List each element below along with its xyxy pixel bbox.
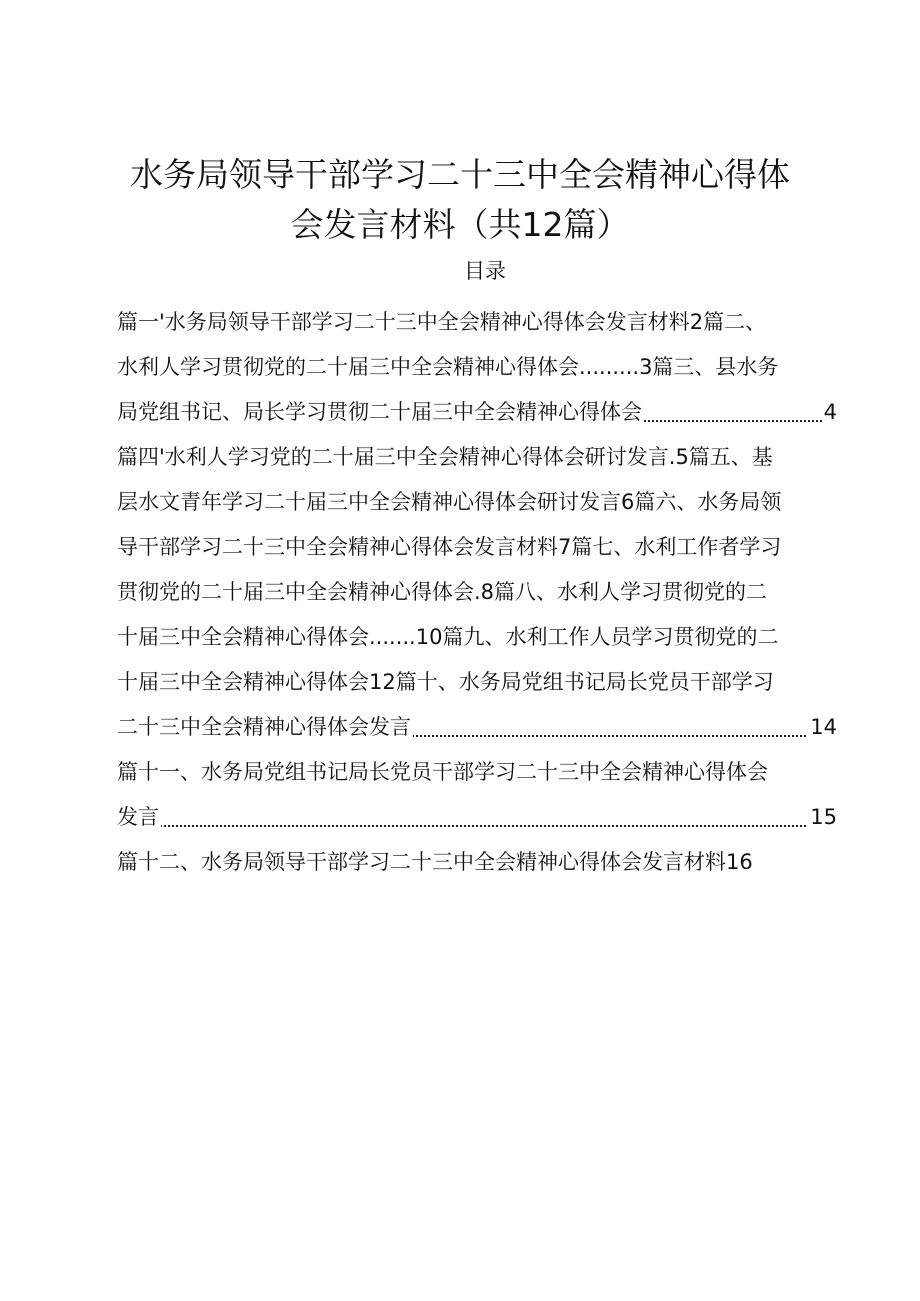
toc-line-text: 十届三中全会精神心得体会.......10篇九、水利工作人员学习贯彻党的二 bbox=[117, 625, 779, 649]
toc-line-text: 局党组书记、局长学习贯彻二十届三中全会精神心得体会 bbox=[117, 400, 642, 424]
title-line-2: 会发言材料（共12篇） bbox=[290, 205, 630, 245]
title-line-1: 水务局领导干部学习二十三中全会精神心得体 bbox=[130, 155, 790, 195]
toc-line-text: 十届三中全会精神心得体会12篇十、水务局党组书记局长党员干部学习 bbox=[117, 670, 774, 694]
toc-line bbox=[117, 570, 837, 615]
toc-line-text: 篇四'水利人学习党的二十届三中全会精神心得体会研讨发言.5篇五、基 bbox=[117, 445, 773, 469]
toc-line bbox=[117, 345, 837, 390]
toc-line-text: 篇一'水务局领导干部学习二十三中全会精神心得体会发言材料2篇二、 bbox=[117, 310, 767, 334]
toc-dot-leader bbox=[117, 825, 837, 827]
toc-line bbox=[117, 660, 837, 705]
toc-line bbox=[117, 705, 837, 750]
toc-line bbox=[117, 525, 837, 570]
toc-line-text: 贯彻党的二十届三中全会精神心得体会.8篇八、水利人学习贯彻党的二 bbox=[117, 580, 768, 604]
table-of-contents bbox=[117, 300, 837, 885]
toc-line-text: 导干部学习二十三中全会精神心得体会发言材料7篇七、水利工作者学习 bbox=[117, 535, 782, 559]
toc-line-text: 篇十二、水务局领导干部学习二十三中全会精神心得体会发言材料16 bbox=[117, 850, 753, 874]
toc-line-text: 发言 bbox=[117, 805, 159, 829]
toc-line-text: 篇十一、水务局党组书记局长党员干部学习二十三中全会精神心得体会 bbox=[117, 760, 768, 784]
toc-line-text: 水利人学习贯彻党的二十届三中全会精神心得体会.........3篇三、县水务 bbox=[117, 355, 779, 379]
toc-line bbox=[117, 480, 837, 525]
toc-page-number: 4 bbox=[822, 390, 837, 435]
document-title bbox=[60, 150, 860, 250]
toc-line bbox=[117, 615, 837, 660]
toc-heading: 目录 bbox=[464, 259, 506, 283]
toc-line bbox=[117, 840, 837, 885]
toc-line bbox=[117, 300, 837, 345]
toc-line-text: 二十三中全会精神心得体会发言 bbox=[117, 715, 411, 739]
toc-line bbox=[117, 435, 837, 480]
toc-line bbox=[117, 795, 837, 840]
toc-line bbox=[117, 390, 837, 435]
toc-page-number: 14 bbox=[808, 705, 837, 750]
toc-line-text: 层水文青年学习二十届三中全会精神心得体会研讨发言6篇六、水务局领 bbox=[117, 490, 782, 514]
toc-line bbox=[117, 750, 837, 795]
toc-page-number: 15 bbox=[808, 795, 837, 840]
